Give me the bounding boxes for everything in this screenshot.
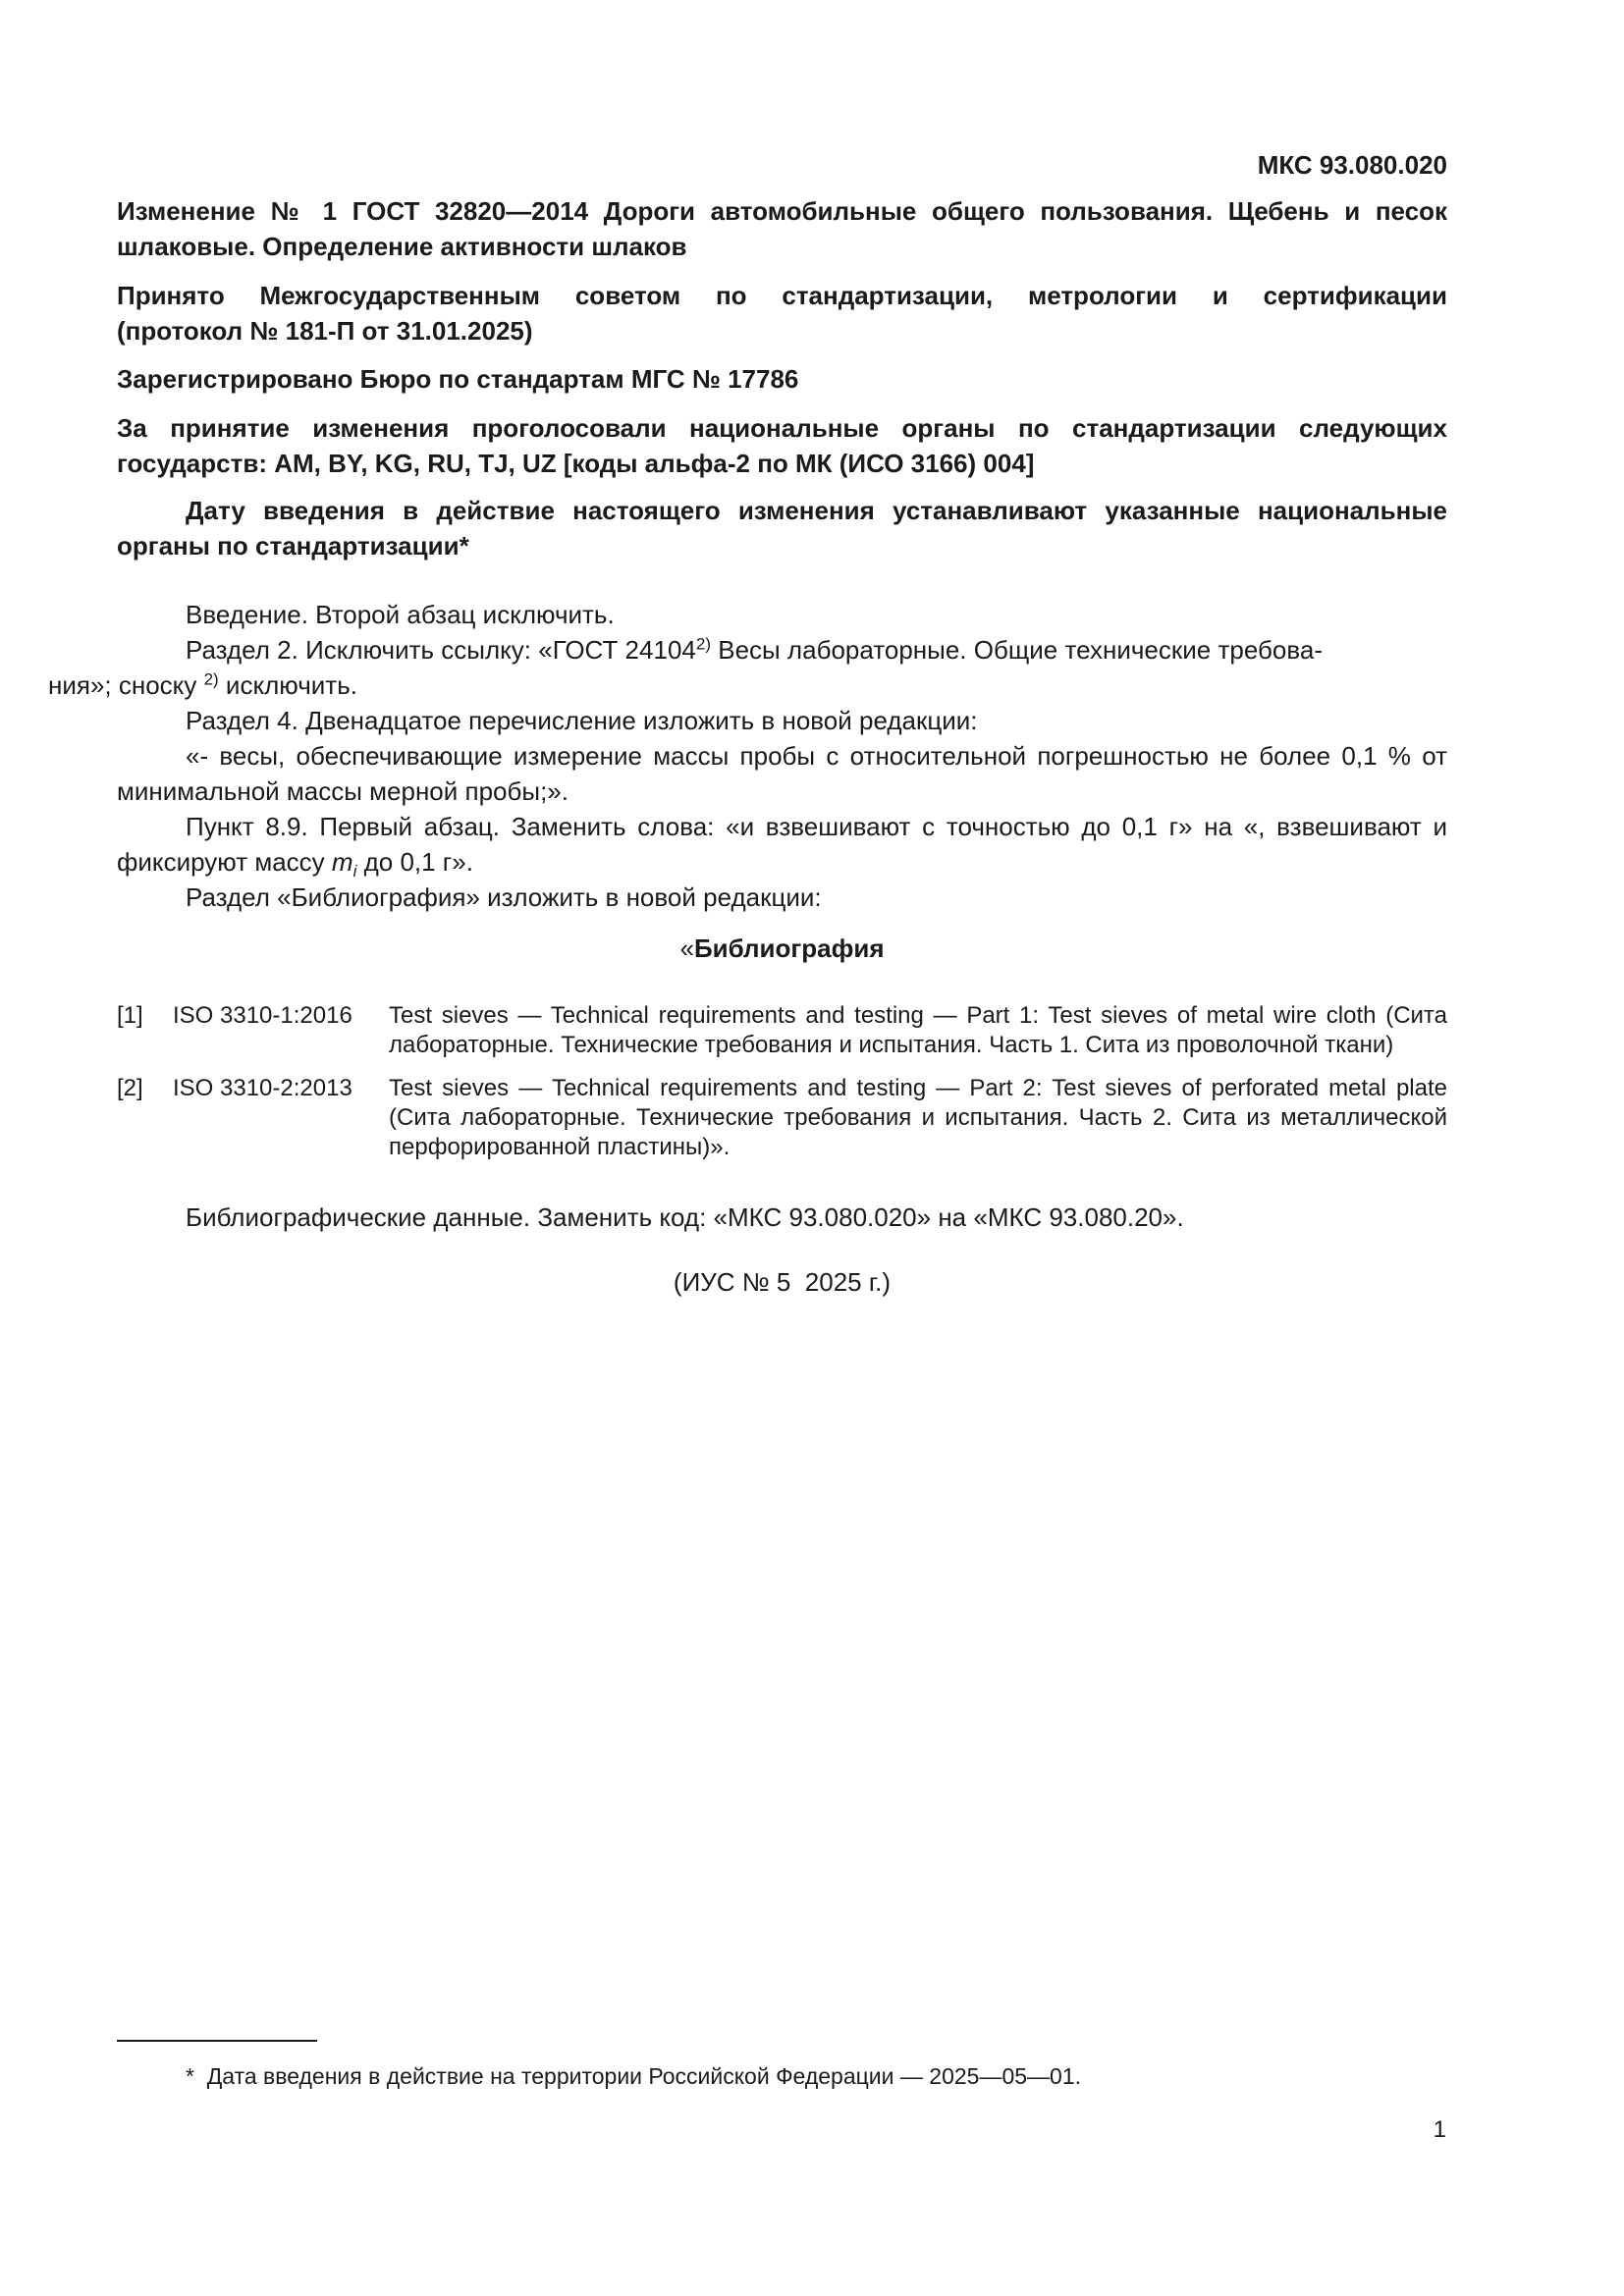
bibliographic-data-change: Библиографические данные. Заменить код: «МКС 93.080.020» на «МКС 93.080.20». xyxy=(186,1202,1184,1232)
ius-reference: (ИУС № 5 2025 г.) xyxy=(673,1267,892,1297)
change-section-4-quote: «- весы, обеспечивающие измерение массы пробы с относительной погрешностью не более 0,1 % от минимальной массы мерной пробы;». xyxy=(117,741,1447,806)
effective-date-statement: Дату введения в действие настоящего изменения устанавливают указанные национальные органы по стандартизации* xyxy=(117,496,1447,561)
voted-statement: За принятие изменения проголосовали национальные органы по стандартизации следующих государств: AM, BY, KG, RU, TJ, UZ [коды альфа-2 по МК (ИСО 3166) 004] xyxy=(117,413,1447,478)
adopted-line-2: (протокол № 181-П от 31.01.2025) xyxy=(117,316,533,346)
change-section-4: Раздел 4. Двенадцатое перечисление изложить в новой редакции: xyxy=(186,706,978,735)
page-number: 1 xyxy=(1433,2116,1446,2143)
change-bibliography-section: Раздел «Библиография» изложить в новой редакции: xyxy=(186,882,822,912)
bibliography-entry-text: Test sieves — Technical requirements and testing — Part 1: Test sieves of metal wire cloth (Сита лабораторные. Технические требования и испытания. Часть 1. Сита из проволочной ткани) xyxy=(389,1002,1447,1058)
change-introduction: Введение. Второй абзац исключить. xyxy=(186,600,615,629)
bibliography-entry-number: [2] xyxy=(117,1075,143,1101)
bibliography-entry xyxy=(117,1074,1447,1164)
bibliography-entry-code: ISO 3310-1:2016 xyxy=(173,1002,352,1029)
footnote: * Дата введения в действие на территории Российской Федерации — 2025—05—01. xyxy=(186,2063,1082,2089)
bibliography-heading: «Библиография xyxy=(679,934,885,963)
change-point-8-9: Пункт 8.9. Первый абзац. Заменить слова: «и взвешивают с точностью до 0,1 г» на «, взвешивают и фиксируют массу $m_i$ до 0,1 г». xyxy=(117,812,1447,881)
change-section-2: Раздел 2. Исключить ссылку: «ГОСТ 24104$^{2)}$ Весы лабораторные. Общие технические требова- ния»; сноску $^{2)}$ исключить. xyxy=(48,634,1323,700)
adopted-statement xyxy=(117,278,1447,348)
mks-code: МКС 93.080.020 xyxy=(1257,150,1447,180)
bibliography-entry-number: [1] xyxy=(117,1002,143,1029)
changes-block xyxy=(48,597,1447,915)
bibliography-entry-text: Test sieves — Technical requirements and testing — Part 2: Test sieves of perforated metal plate (Сита лабораторные. Технические требования и испытания. Часть 2. Сита из металлической перфорированной пластины)». xyxy=(389,1075,1447,1160)
adopted-line-1: Принято Межгосударственным советом по стандартизации, метрологии и сертификации xyxy=(117,281,1447,310)
bibliography-entry xyxy=(117,1001,1447,1062)
document-title: Изменение № 1 ГОСТ 32820—2014 Дороги автомобильные общего пользования. Щебень и песок шлаковые. Определение активности шлаков xyxy=(117,196,1447,261)
registered-statement: Зарегистрировано Бюро по стандартам МГС № 17786 xyxy=(117,364,799,394)
footnote-divider xyxy=(117,2040,317,2042)
bibliography-entry-code: ISO 3310-2:2013 xyxy=(173,1075,352,1101)
